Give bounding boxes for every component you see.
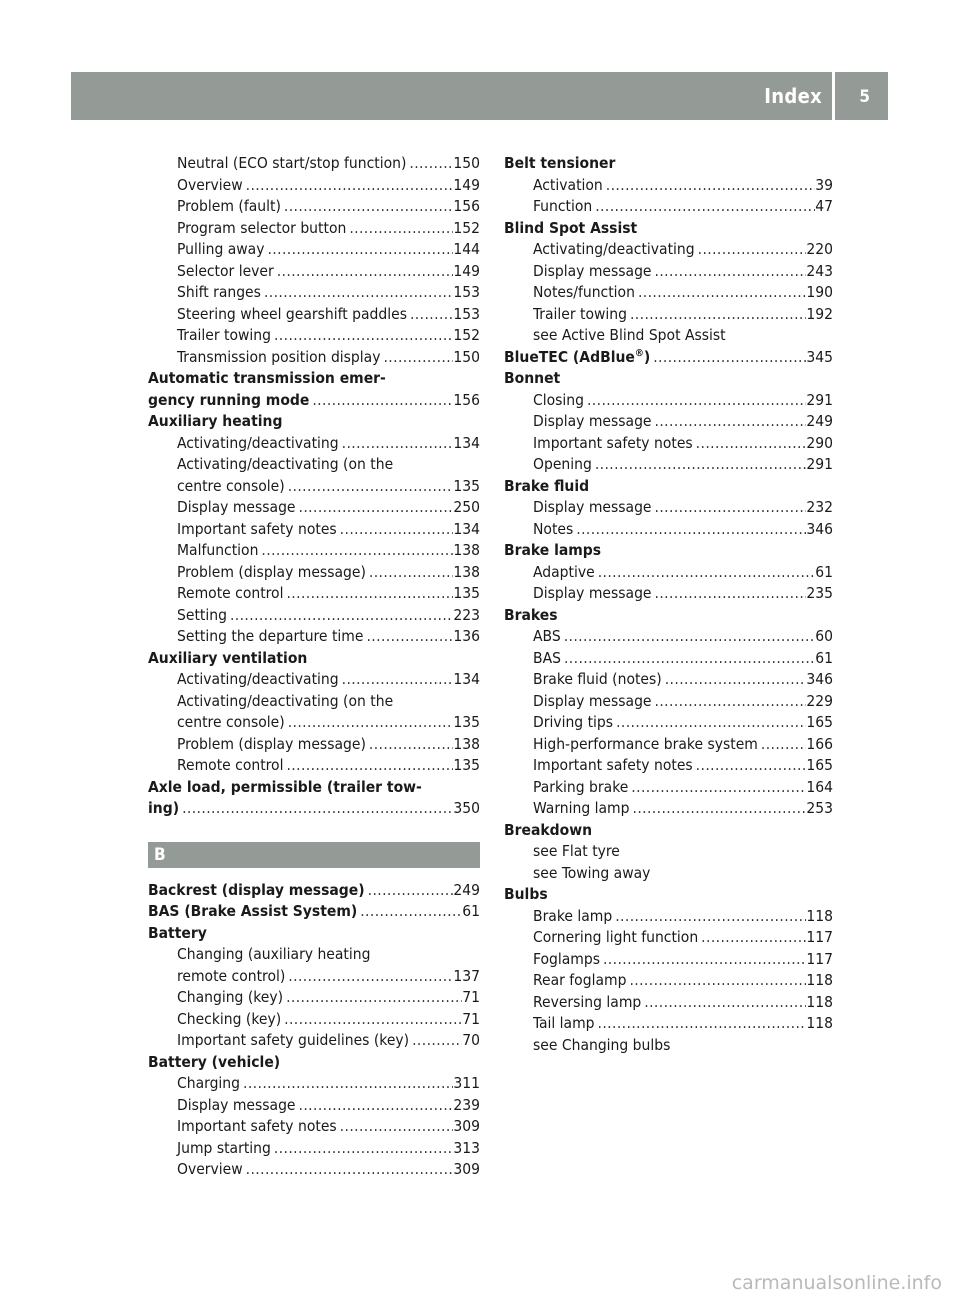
index-entry [504, 239, 833, 261]
dot-leader [243, 1159, 454, 1181]
page-ref: 253 [806, 799, 833, 817]
page-ref: 117 [806, 928, 833, 946]
entry-label: Activating/deactivating [177, 670, 339, 688]
dot-leader [698, 927, 806, 949]
page-ref: 165 [806, 713, 833, 731]
entry-label: Brake lamp [533, 906, 613, 925]
entry-label: Important safety notes [177, 519, 337, 538]
index-entry [504, 282, 833, 304]
index-heading: Changing (auxiliary heating [177, 945, 371, 963]
index-heading: Blind Spot Assist [504, 218, 638, 237]
index-entry [504, 390, 833, 412]
dot-leader [366, 562, 453, 584]
page-ref: 150 [453, 347, 480, 366]
page-ref: 60 [815, 627, 833, 645]
section-header: B [148, 842, 480, 868]
entry-label: Setting [177, 605, 227, 624]
page-ref: 313 [453, 1138, 480, 1157]
index-entry [148, 261, 480, 283]
page-ref: 311 [453, 1074, 480, 1092]
entry-label: Important safety notes [177, 1117, 337, 1135]
index-entry [148, 712, 480, 734]
page-ref: 156 [453, 197, 480, 215]
index-entry [148, 1030, 480, 1052]
index-entry [504, 734, 833, 756]
index-entry [504, 196, 833, 218]
dot-leader [281, 1009, 462, 1031]
index-heading: Axle load, permissible (trailer tow- [148, 777, 422, 796]
page-ref: 153 [453, 304, 480, 323]
entry-label: Backrest (display message) [148, 880, 365, 899]
index-entry [148, 1138, 480, 1160]
index-heading: Activating/deactivating (on the [177, 691, 394, 710]
entry-label: Display message [177, 498, 296, 516]
dot-leader [612, 906, 806, 928]
entry-label: Parking brake [533, 777, 629, 796]
entry-label: ing) [148, 799, 180, 817]
entry-label: Activating/deactivating [177, 433, 339, 452]
dot-leader [409, 1030, 462, 1052]
dot-leader [264, 239, 453, 261]
page-ref: 249 [453, 880, 480, 899]
index-entry [148, 626, 480, 648]
page-ref: 153 [453, 283, 480, 301]
index-entry [504, 949, 833, 971]
dot-leader [357, 901, 462, 923]
dot-leader [227, 605, 453, 627]
index-entry [148, 966, 480, 988]
page-number: 5 [859, 87, 870, 107]
entry-label: Changing (key) [177, 988, 284, 1006]
page-ref: 166 [806, 734, 833, 753]
index-entry [504, 906, 833, 928]
entry-label: Activating/deactivating [533, 240, 695, 258]
page-ref: 61 [462, 902, 480, 920]
header-divider [832, 72, 835, 120]
page-ref: 291 [806, 390, 833, 409]
dot-leader [271, 325, 453, 347]
page-ref: 192 [806, 304, 833, 323]
index-heading: Battery [148, 923, 207, 942]
index-entry [148, 734, 480, 756]
entry-label: ABS [533, 627, 561, 645]
index-heading: see Changing bulbs [533, 1035, 671, 1054]
index-heading: see Flat tyre [533, 842, 620, 860]
index-entry [148, 390, 480, 412]
entry-label: Tail lamp [533, 1014, 595, 1032]
page-ref: 118 [806, 971, 833, 989]
dot-leader [337, 519, 454, 541]
dot-leader [346, 218, 453, 240]
page-header [71, 72, 888, 120]
entry-label: Charging [177, 1074, 241, 1092]
page-ref: 190 [806, 283, 833, 301]
index-entry [504, 798, 833, 820]
dot-leader [695, 239, 807, 261]
entry-label: Program selector button [177, 218, 347, 237]
index-entry [148, 562, 480, 584]
dot-leader [240, 1073, 453, 1095]
dot-leader [296, 497, 454, 519]
entry-label: Activation [533, 175, 603, 194]
page-ref: 137 [453, 966, 480, 985]
index-heading: Auxiliary ventilation [148, 648, 308, 667]
page-ref: 144 [453, 240, 480, 258]
entry-label: Closing [533, 390, 584, 409]
page-ref: 309 [453, 1117, 480, 1135]
index-entry [504, 411, 833, 433]
index-entry [148, 347, 480, 369]
page-ref: 156 [453, 390, 480, 409]
index-entry [504, 347, 833, 369]
index-entry [504, 626, 833, 648]
page-ref: 39 [815, 175, 833, 194]
dot-leader [652, 691, 807, 713]
entry-label: Neutral (ECO start/stop function) [177, 154, 407, 172]
dot-leader [296, 1095, 454, 1117]
dot-leader [283, 987, 462, 1009]
dot-leader [641, 992, 806, 1014]
dot-leader [652, 583, 807, 605]
page-ref: 346 [806, 519, 833, 538]
index-entry [504, 1013, 833, 1035]
dot-leader [628, 777, 806, 799]
entry-label: Display message [533, 498, 652, 516]
page-ref: 291 [806, 455, 833, 473]
index-entry [504, 562, 833, 584]
index-entry [504, 497, 833, 519]
dot-leader [366, 734, 453, 756]
dot-leader [339, 433, 454, 455]
index-entry [148, 987, 480, 1009]
index-entry [148, 880, 480, 902]
entry-label: Important safety notes [533, 756, 693, 774]
index-entry [148, 1116, 480, 1138]
page-ref: 223 [453, 605, 480, 624]
index-entry [148, 605, 480, 627]
dot-leader [584, 390, 806, 412]
entry-label: Overview [177, 1160, 243, 1178]
page-ref: 152 [453, 326, 480, 344]
page-ref: 135 [453, 713, 480, 731]
dot-leader [281, 196, 453, 218]
entry-label: Cornering light function [533, 928, 699, 946]
page-ref: 118 [806, 906, 833, 925]
entry-label: Adaptive [533, 562, 595, 581]
entry-label: Setting the departure time [177, 627, 364, 645]
watermark: carmanualsonline.info [731, 1272, 942, 1294]
page-ref: 136 [453, 627, 480, 645]
index-heading: Breakdown [504, 820, 593, 839]
page-ref: 250 [453, 498, 480, 516]
dot-leader [363, 626, 453, 648]
dot-leader [258, 540, 453, 562]
dot-leader [274, 261, 454, 283]
entry-label: Checking (key) [177, 1009, 282, 1028]
dot-leader [407, 304, 453, 326]
page-ref: 239 [453, 1095, 480, 1114]
dot-leader [261, 282, 453, 304]
page-ref: 243 [806, 261, 833, 280]
entry-label: Malfunction [177, 541, 259, 559]
page-ref: 61 [815, 648, 833, 667]
entry-label: Display message [533, 691, 652, 710]
page-ref: 350 [453, 799, 480, 817]
dot-leader [693, 433, 807, 455]
page-ref: 149 [453, 175, 480, 194]
entry-label: Brake fluid (notes) [533, 670, 662, 688]
page-ref: 232 [806, 498, 833, 516]
dot-leader [595, 1013, 807, 1035]
header-title: Index [764, 84, 822, 108]
dot-leader [758, 734, 807, 756]
index-heading: Brake lamps [504, 541, 602, 559]
page-ref: 220 [806, 240, 833, 258]
index-entry [148, 519, 480, 541]
dot-leader [603, 175, 815, 197]
page-ref: 164 [806, 777, 833, 796]
page-ref: 135 [453, 756, 480, 774]
index-heading: see Active Blind Spot Assist [533, 326, 726, 344]
index-heading: Automatic transmission emer- [148, 369, 386, 387]
page-ref: 134 [453, 433, 480, 452]
dot-leader [627, 304, 806, 326]
index-entry [148, 755, 480, 777]
entry-label: Trailer towing [177, 326, 271, 344]
dot-leader [652, 261, 807, 283]
entry-label: Notes [533, 519, 574, 538]
dot-leader [595, 562, 816, 584]
index-entry [504, 519, 833, 541]
index-entry [504, 583, 833, 605]
index-heading: Brakes [504, 605, 558, 624]
index-entry [504, 927, 833, 949]
index-entry [504, 712, 833, 734]
entry-label: Notes/function [533, 283, 635, 301]
dot-leader [635, 282, 806, 304]
entry-label: Remote control [177, 584, 284, 602]
entry-label: gency running mode [148, 390, 310, 409]
entry-label: Display message [533, 584, 652, 602]
page-ref: 134 [453, 519, 480, 538]
index-entry [148, 901, 480, 923]
dot-leader [600, 949, 806, 971]
index-entry [148, 798, 480, 820]
index-entry [504, 433, 833, 455]
entry-label: BAS (Brake Assist System) [148, 902, 358, 920]
dot-leader [693, 755, 807, 777]
page-ref: 61 [815, 562, 833, 581]
entry-label: Steering wheel gearshift paddles [177, 304, 407, 323]
page-ref: 249 [806, 412, 833, 430]
index-entry [504, 777, 833, 799]
dot-leader [365, 880, 454, 902]
index-entry [148, 1073, 480, 1095]
index-entry [148, 196, 480, 218]
entry-label: Function [533, 197, 593, 215]
dot-leader [630, 798, 807, 820]
index-heading: Bonnet [504, 369, 561, 387]
index-entry [148, 218, 480, 240]
index-entry [504, 970, 833, 992]
index-entry [148, 669, 480, 691]
entry-label: Problem (display message) [177, 562, 366, 581]
page-ref: 70 [462, 1031, 480, 1049]
index-column-right [504, 153, 833, 1056]
dot-leader [626, 970, 806, 992]
index-heading: Bulbs [504, 885, 548, 903]
index-heading: Battery (vehicle) [148, 1052, 281, 1071]
dot-leader [309, 390, 453, 412]
entry-label: Trailer towing [533, 304, 627, 323]
dot-leader [592, 196, 815, 218]
page-ref: 235 [806, 584, 833, 602]
page-ref: 138 [453, 734, 480, 753]
page-ref: 134 [453, 670, 480, 688]
entry-label: Foglamps [533, 949, 600, 968]
dot-leader [613, 712, 806, 734]
dot-leader [652, 497, 807, 519]
page-ref: 47 [815, 197, 833, 215]
page-ref: 345 [806, 347, 833, 366]
entry-label: Pulling away [177, 240, 265, 258]
entry-label: centre console) [177, 713, 285, 731]
index-heading: Auxiliary heating [148, 412, 283, 430]
index-entry [148, 540, 480, 562]
entry-label: Shift ranges [177, 283, 261, 301]
index-entry [148, 583, 480, 605]
index-entry [148, 304, 480, 326]
index-entry [504, 669, 833, 691]
dot-leader [561, 648, 815, 670]
dot-leader [662, 669, 807, 691]
dot-leader [179, 798, 453, 820]
entry-label: Opening [533, 455, 592, 473]
entry-label: Transmission position display [177, 347, 381, 366]
index-entry [148, 1095, 480, 1117]
entry-label: remote control) [177, 966, 286, 985]
index-heading: Belt tensioner [504, 154, 616, 172]
index-entry [148, 1159, 480, 1181]
page-ref: 118 [806, 1014, 833, 1032]
entry-label: BlueTEC (AdBlue®) [504, 347, 651, 366]
index-heading: Brake fluid [504, 476, 590, 495]
entry-label: Display message [533, 412, 652, 430]
page-ref: 152 [453, 218, 480, 237]
dot-leader [283, 755, 453, 777]
index-entry [148, 497, 480, 519]
entry-label: Driving tips [533, 713, 614, 731]
entry-label: Overview [177, 175, 243, 194]
dot-leader [339, 669, 454, 691]
dot-leader [573, 519, 806, 541]
page-ref: 117 [806, 949, 833, 968]
entry-label: Selector lever [177, 261, 274, 280]
dot-leader [285, 966, 453, 988]
entry-label: High-performance brake system [533, 734, 758, 753]
page-ref: 150 [453, 154, 480, 172]
page-ref: 149 [453, 261, 480, 280]
entry-label: Problem (display message) [177, 734, 366, 753]
index-entry [504, 454, 833, 476]
index-entry [148, 153, 480, 175]
entry-label: Reversing lamp [533, 992, 642, 1011]
dot-leader [380, 347, 453, 369]
index-entry [148, 433, 480, 455]
index-entry [148, 175, 480, 197]
page-ref: 290 [806, 433, 833, 452]
page-ref: 118 [806, 992, 833, 1011]
dot-leader [650, 347, 806, 369]
page-ref: 135 [453, 476, 480, 495]
index-entry [148, 282, 480, 304]
index-entry [148, 476, 480, 498]
index-entry [148, 325, 480, 347]
index-entry [504, 691, 833, 713]
entry-label: Rear foglamp [533, 971, 627, 989]
page-ref: 229 [806, 691, 833, 710]
index-heading: Activating/deactivating (on the [177, 455, 394, 473]
dot-leader [283, 583, 453, 605]
page-ref: 71 [462, 988, 480, 1006]
dot-leader [561, 626, 816, 648]
dot-leader [271, 1138, 454, 1160]
index-column-left [148, 153, 480, 1181]
dot-leader [406, 153, 453, 175]
index-entry [504, 755, 833, 777]
dot-leader [285, 476, 454, 498]
dot-leader [652, 411, 807, 433]
dot-leader [592, 454, 807, 476]
entry-label: Important safety notes [533, 433, 693, 452]
page-ref: 309 [453, 1160, 480, 1178]
entry-label: Jump starting [177, 1138, 271, 1157]
dot-leader [243, 175, 454, 197]
dot-leader [285, 712, 454, 734]
index-heading: see Towing away [533, 863, 651, 882]
entry-label: BAS [533, 648, 561, 667]
dot-leader [337, 1116, 454, 1138]
entry-label: Problem (fault) [177, 197, 281, 215]
page-ref: 138 [453, 562, 480, 581]
entry-label: centre console) [177, 476, 285, 495]
entry-label: Warning lamp [533, 799, 630, 817]
page-ref: 165 [806, 756, 833, 774]
index-entry [504, 175, 833, 197]
index-entry [504, 261, 833, 283]
index-entry [504, 648, 833, 670]
index-entry [504, 304, 833, 326]
page-ref: 135 [453, 584, 480, 602]
page-ref: 138 [453, 541, 480, 559]
page-ref: 346 [806, 670, 833, 688]
entry-label: Display message [533, 261, 652, 280]
index-entry [504, 992, 833, 1014]
entry-label: Important safety guidelines (key) [177, 1031, 410, 1049]
page-ref: 71 [462, 1009, 480, 1028]
index-entry [148, 239, 480, 261]
entry-label: Remote control [177, 756, 284, 774]
entry-label: Display message [177, 1095, 296, 1114]
index-entry [148, 1009, 480, 1031]
